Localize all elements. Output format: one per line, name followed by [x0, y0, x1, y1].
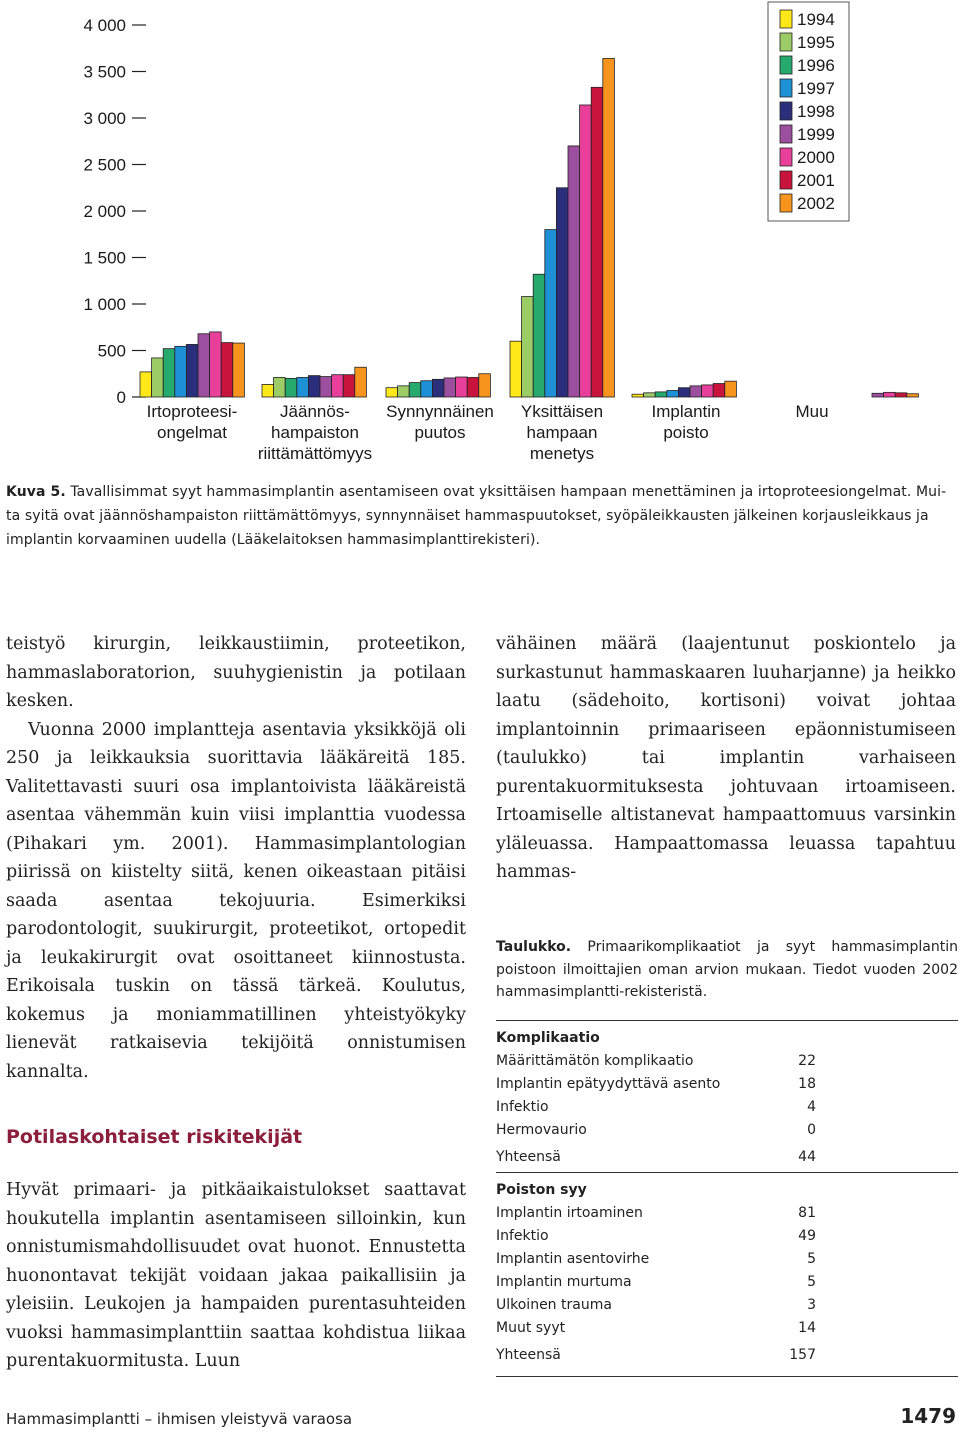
bar [152, 358, 164, 397]
legend-label: 1996 [797, 56, 835, 75]
bar [872, 393, 884, 397]
bar [398, 386, 410, 397]
y-tick-label: 4 000 [83, 16, 126, 35]
category-label: puutos [414, 423, 466, 442]
bar [895, 393, 907, 397]
bar [409, 383, 421, 397]
legend-label: 1999 [797, 125, 835, 144]
y-tick-label: 1 500 [83, 248, 126, 268]
category-label: hampaiston [271, 423, 359, 442]
bar [210, 332, 222, 397]
left-column [6, 630, 466, 1086]
figure-caption-line-1: Tavallisimmat syyt hammasimplantin asentamiseen ovat yksittäisen hampaan menettäminen ja irtoproteesiongelmat. Mui- [70, 484, 947, 500]
legend-swatch [780, 33, 792, 51]
y-tick-label: 3 000 [83, 109, 126, 128]
bar [285, 378, 297, 397]
bar [545, 230, 557, 397]
legend-label: 1998 [797, 102, 835, 121]
bar [603, 58, 615, 397]
removal-reasons-table [496, 1178, 816, 1367]
category-label: riittämättömyys [257, 444, 373, 463]
bar [678, 388, 690, 397]
complications-table [496, 1026, 816, 1169]
bar [522, 297, 534, 397]
bar [591, 87, 603, 397]
table-caption [496, 936, 958, 1004]
y-tick-label: 1 000 [83, 295, 126, 314]
table-caption-text: Primaarikomplikaatiot ja syyt hammasimplantin poistoon ilmoittajien oman arvion mukaan. Tiedot vuoden 2002 hammasimplantti-rekisteristä. [496, 939, 958, 1000]
category-label: ongelmat [157, 423, 227, 442]
bar [713, 384, 725, 397]
table-section-rule [496, 1172, 958, 1173]
legend-swatch [780, 79, 792, 97]
table-row: Implantin murtuma 5 [496, 1274, 816, 1290]
legend-label: 1997 [797, 79, 835, 98]
table-row: Implantin irtoaminen 81 [496, 1205, 816, 1221]
category-label: Muu [795, 402, 829, 421]
bar [556, 188, 568, 397]
category-label: hampaan [526, 423, 598, 442]
bar [198, 334, 210, 397]
bar [725, 381, 737, 397]
category-label: menetys [529, 444, 595, 463]
bar [386, 388, 398, 397]
bar [308, 376, 320, 397]
table-row: Määrittämätön komplikaatio 22 [496, 1053, 816, 1069]
bar-chart [0, 0, 960, 470]
table-row: Muut syyt 14 [496, 1320, 816, 1336]
bar [297, 377, 309, 397]
legend-swatch [780, 56, 792, 74]
legend-label: 2001 [797, 171, 835, 190]
category-label: Implantin [651, 402, 721, 421]
category-label: Yksittäisen [520, 402, 604, 421]
table-total-row: Yhteensä 44 [496, 1149, 816, 1165]
bar [690, 386, 702, 397]
table-row: Implantin epätyydyttävä asento 18 [496, 1076, 816, 1092]
table-caption-label: Taulukko. [496, 939, 572, 955]
bar [456, 377, 468, 397]
figure-caption-line-2: ta syitä ovat jäännöshampaiston riittämättömyys, synnynnäiset hammaspuutokset, syöpäleikkausten jälkeinen korjausleikkaus ja [6, 508, 929, 524]
legend-label: 1995 [797, 33, 835, 52]
left-column-continued [6, 1176, 466, 1376]
bar [186, 344, 198, 397]
legend-swatch [780, 194, 792, 212]
bar [580, 105, 592, 397]
table-row: Hermovaurio 0 [496, 1122, 816, 1138]
section-heading: Potilaskohtaiset riskitekijät [6, 1126, 303, 1148]
y-tick-label: 0 [116, 388, 126, 407]
bar [479, 374, 491, 397]
legend-label: 2002 [797, 194, 835, 213]
figure-caption-line-3: implantin korvaaminen uudella (Lääkelaitoksen hammasimplanttirekisteri). [6, 532, 541, 548]
bar [221, 343, 233, 397]
bar [355, 367, 367, 397]
category-label: Irtoproteesi- [146, 402, 238, 421]
bar [140, 372, 152, 397]
legend-swatch [780, 148, 792, 166]
y-tick-label: 500 [97, 341, 126, 361]
bar [444, 378, 456, 397]
page-number: 1479 [900, 1404, 956, 1428]
bar [233, 343, 245, 397]
bar [884, 392, 896, 397]
table-top-rule [496, 1020, 958, 1021]
table-row: Implantin asentovirhe 5 [496, 1251, 816, 1267]
table-total-row: Yhteensä 157 [496, 1347, 816, 1363]
bar [421, 381, 433, 397]
table-row: Ulkoinen trauma 3 [496, 1297, 816, 1313]
bar [655, 392, 667, 397]
bar [510, 341, 522, 397]
legend-swatch [780, 102, 792, 120]
y-tick-label: 2 500 [83, 155, 126, 175]
y-tick-label: 3 500 [83, 62, 126, 82]
bar [332, 375, 344, 397]
category-label: poisto [663, 423, 709, 442]
bar [163, 349, 175, 397]
footer-article-title: Hammasimplantti – ihmisen yleistyvä varaosa [6, 1410, 353, 1428]
bar [644, 393, 656, 397]
legend-label: 2000 [797, 148, 835, 167]
bar [568, 146, 580, 397]
bar [632, 394, 644, 397]
category-label: Synnynnäinen [386, 402, 494, 421]
bar [274, 377, 286, 397]
bar [175, 346, 187, 397]
table-section-title: Komplikaatio [496, 1030, 600, 1046]
left-paragraph-1: teistyö kirurgin, leikkaustiimin, proteetikon, hammaslaboratorion, suuhygienistin ja potilaan kesken. [6, 634, 466, 711]
figure-caption-label: Kuva 5. [6, 484, 66, 500]
bar [907, 394, 919, 397]
figure-caption [6, 480, 954, 552]
table-row: Infektio 4 [496, 1099, 816, 1115]
left-paragraph-3: Hyvät primaari- ja pitkäaikaistulokset saattavat houkutella implantin asentamiseen silloinkin, kun onnistumismahdollisuudet ovat huonot. Ennustetta huonontavat tekijät voidaan jakaa paikallisiin ja yleisiin. Leukojen ja hampaiden purentasuhteiden vuoksi hammasimplanttiin saattaa kohdistua liikaa purentakuormitusta. Luun [6, 1180, 466, 1371]
right-column [496, 630, 956, 887]
bar [432, 379, 444, 397]
left-paragraph-2: Vuonna 2000 implantteja asentavia yksikköjä oli 250 ja leikkauksia suorittavia lääkäreitä 185. Valitettavasti suuri osa implantoivista lääkäreistä asentaa vähemmän kuin viisi implanttia vuodessa (Pihakari ym. 2001). Hammasimplantologian piirissä on kiistelty siitä, kenen oikeastaan pitäisi saada asentaa tekojuuria. Esimerkiksi parodontologit, suukirurgit, proteetikot, ortopedit ja leukakirurgit ovat osoittaneet kiinnostusta. Erikoisala tuskin on tässä tärkeä. Koulutus, kokemus ja moniammatillinen yhteistyökyky lienevät ratkaisevia tekijöitä onnistumisen kannalta. [6, 719, 466, 1082]
category-label: Jäännös- [280, 402, 350, 421]
bar [262, 384, 274, 397]
right-paragraph-1: vähäinen määrä (laajentunut poskiontelo ja surkastunut hammaskaaren luuharjanne) ja heikko laatu (sädehoito, kortisoni) voivat johtaa implantoinnin primaariseen epäonnistumiseen (taulukko) tai implantin varhaiseen purentakuormituksesta johtuvaan irtoamiseen. Irtoamiselle altistanevat hampaattomuus varsinkin yläleuassa. Hampaattomassa leuassa tapahtuu hammas- [496, 634, 956, 882]
legend-swatch [780, 171, 792, 189]
table-section-title: Poiston syy [496, 1182, 587, 1198]
bar [667, 390, 679, 397]
bar [467, 377, 479, 397]
table-row: Infektio 49 [496, 1228, 816, 1244]
bar [702, 385, 714, 397]
bar [320, 377, 332, 397]
legend-swatch [780, 10, 792, 28]
y-tick-label: 2 000 [83, 202, 126, 221]
bar [533, 274, 545, 397]
legend-label: 1994 [797, 10, 835, 29]
legend-swatch [780, 125, 792, 143]
table-bottom-rule [496, 1376, 958, 1377]
bar [343, 375, 355, 397]
